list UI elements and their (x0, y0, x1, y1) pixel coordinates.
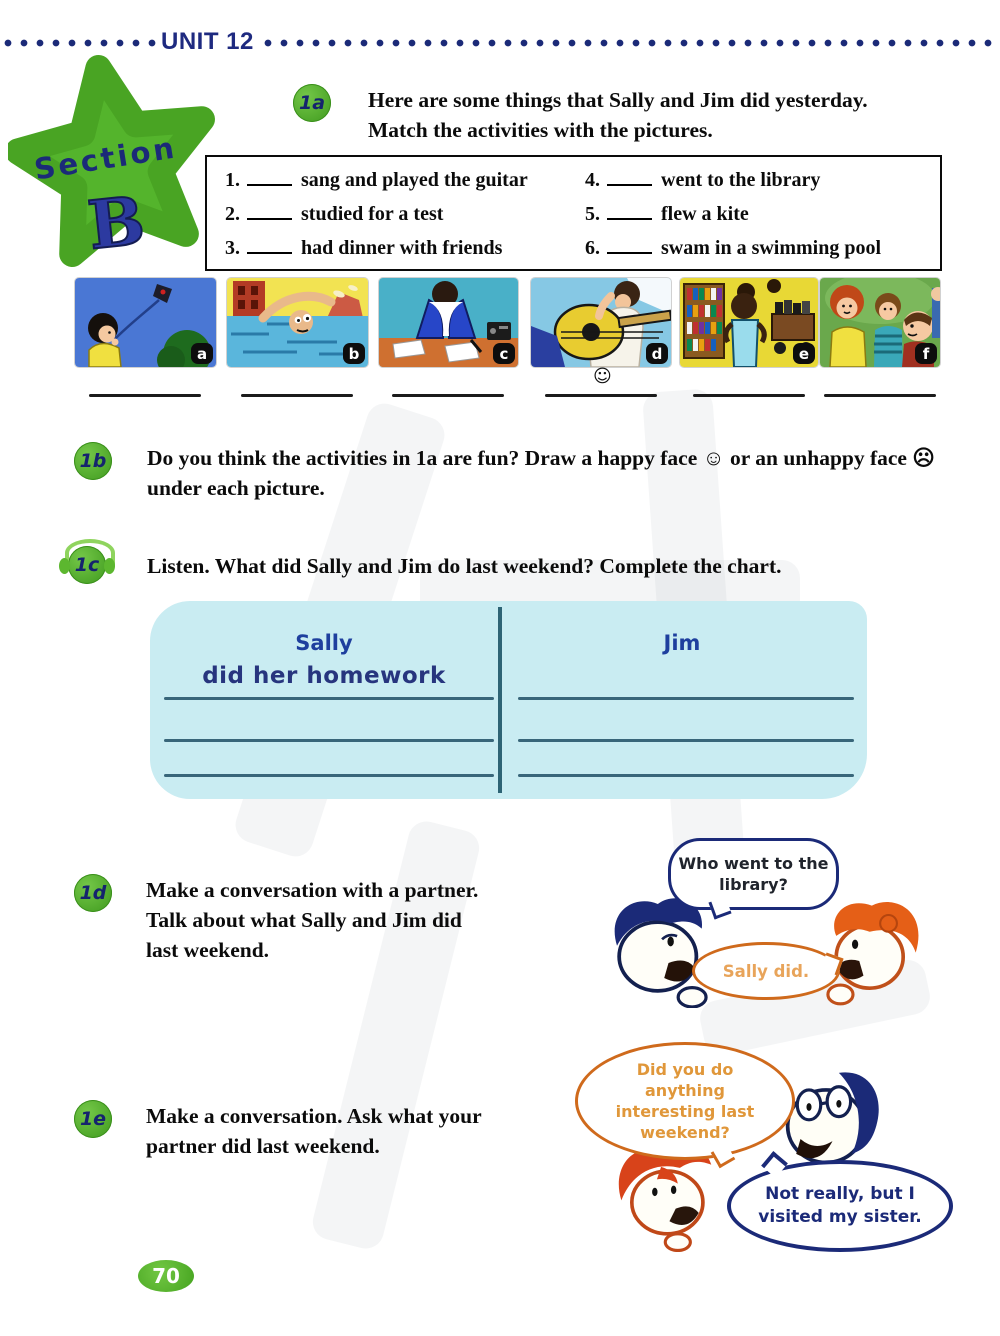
badge-1b (74, 442, 112, 480)
item-text: flew a kite (661, 203, 749, 225)
item-text: studied for a test (301, 203, 444, 225)
answer-blank[interactable] (247, 238, 292, 254)
instruction-1a: Here are some things that Sally and Jim did yesterday. Match the activities with the pictures. (368, 88, 868, 142)
instruction-1b: Do you think the activities in 1a are fun? Draw a happy face ☺ or an unhappy face ☹ under each picture. (147, 446, 935, 500)
picture-label-d: d (646, 343, 668, 364)
listening-chart (150, 601, 867, 799)
badge-1a (293, 84, 331, 122)
match-item-4 (585, 169, 820, 192)
section-b-star (8, 52, 224, 270)
picture-answer-blank-e[interactable] (693, 394, 805, 397)
speech-bubble-answer-1e: Not really, but I visited my sister. (727, 1160, 953, 1252)
chart-blank-sally-2[interactable] (164, 739, 494, 742)
chart-blank-jim-1[interactable] (518, 697, 854, 700)
answer-blank[interactable] (607, 204, 652, 220)
item-text: had dinner with friends (301, 237, 503, 259)
item-number: 4. (585, 169, 600, 191)
picture-e-library (680, 278, 818, 367)
instruction-1d: Make a conversation with a partner. Talk about what Sally and Jim did last weekend. (146, 878, 479, 962)
picture-label-f: f (915, 343, 937, 364)
answer-blank[interactable] (607, 170, 652, 186)
item-number: 5. (585, 203, 600, 225)
picture-answer-blank-a[interactable] (89, 394, 201, 397)
picture-d-guitar (531, 278, 671, 367)
answer-blank[interactable] (607, 238, 652, 254)
item-text: went to the library (661, 169, 821, 191)
chart-blank-jim-3[interactable] (518, 774, 854, 777)
match-item-5 (585, 203, 749, 226)
picture-b-swimming (227, 278, 368, 367)
picture-c-studying (379, 278, 518, 367)
picture-label-a: a (191, 343, 213, 364)
item-text: swam in a swimming pool (661, 237, 882, 259)
item-number: 1. (225, 169, 240, 191)
match-items-box (205, 155, 942, 271)
instruction-1e: Make a conversation. Ask what your partner did last weekend. (146, 1104, 482, 1158)
picture-label-b: b (343, 343, 365, 364)
picture-label-e: e (793, 343, 815, 364)
speech-bubble-question-1e: Did you do anything interesting last weekend? (575, 1042, 795, 1160)
girl-character (822, 892, 930, 1007)
picture-label-c: c (493, 343, 515, 364)
item-number: 6. (585, 237, 600, 259)
dotted-rule-left (0, 38, 158, 48)
chart-header-jim: Jim (663, 631, 701, 655)
speech-bubble-answer-1d: Sally did. (692, 942, 840, 1000)
illustration-1d (600, 830, 935, 1025)
match-item-3 (225, 237, 502, 260)
match-item-1 (225, 169, 528, 192)
section-word: Section (31, 130, 180, 187)
page-number: 70 (152, 1264, 180, 1288)
badge-1c-label: 1c (74, 554, 100, 576)
chart-example-answer: did her homework (202, 663, 446, 689)
chart-blank-jim-2[interactable] (518, 739, 854, 742)
section-letter: B (84, 181, 149, 265)
picture-a-kite (75, 278, 216, 367)
picture-answer-blank-d[interactable] (545, 394, 657, 397)
match-item-2 (225, 203, 443, 226)
match-item-6 (585, 237, 881, 260)
chart-header-sally: Sally (295, 631, 353, 655)
speech-bubble-question-1d: Who went to the library? (668, 838, 839, 910)
badge-1b-label: 1b (79, 450, 107, 472)
illustration-1e (555, 1038, 955, 1253)
chart-blank-sally-3[interactable] (164, 774, 494, 777)
badge-1a-label: 1a (298, 92, 326, 114)
picture-f-friends (820, 278, 940, 367)
badge-1e-label: 1e (79, 1108, 107, 1130)
chart-blank-sally-1[interactable] (164, 697, 494, 700)
answer-blank[interactable] (247, 204, 292, 220)
page-number-badge (138, 1260, 194, 1292)
badge-1c (68, 546, 106, 584)
filled-happy-face: ☺ (593, 366, 612, 387)
answer-blank[interactable] (247, 170, 292, 186)
item-text: sang and played the guitar (301, 169, 528, 191)
picture-answer-blank-f[interactable] (824, 394, 936, 397)
dotted-rule-right (260, 38, 1000, 48)
badge-1d-label: 1d (79, 882, 107, 904)
unit-title: UNIT 12 (161, 28, 254, 55)
item-number: 2. (225, 203, 240, 225)
picture-answer-blank-c[interactable] (392, 394, 504, 397)
picture-answer-blank-b[interactable] (241, 394, 353, 397)
badge-1d (74, 874, 112, 912)
item-number: 3. (225, 237, 240, 259)
instruction-1c: Listen. What did Sally and Jim do last weekend? Complete the chart. (147, 554, 782, 578)
badge-1e (74, 1100, 112, 1138)
